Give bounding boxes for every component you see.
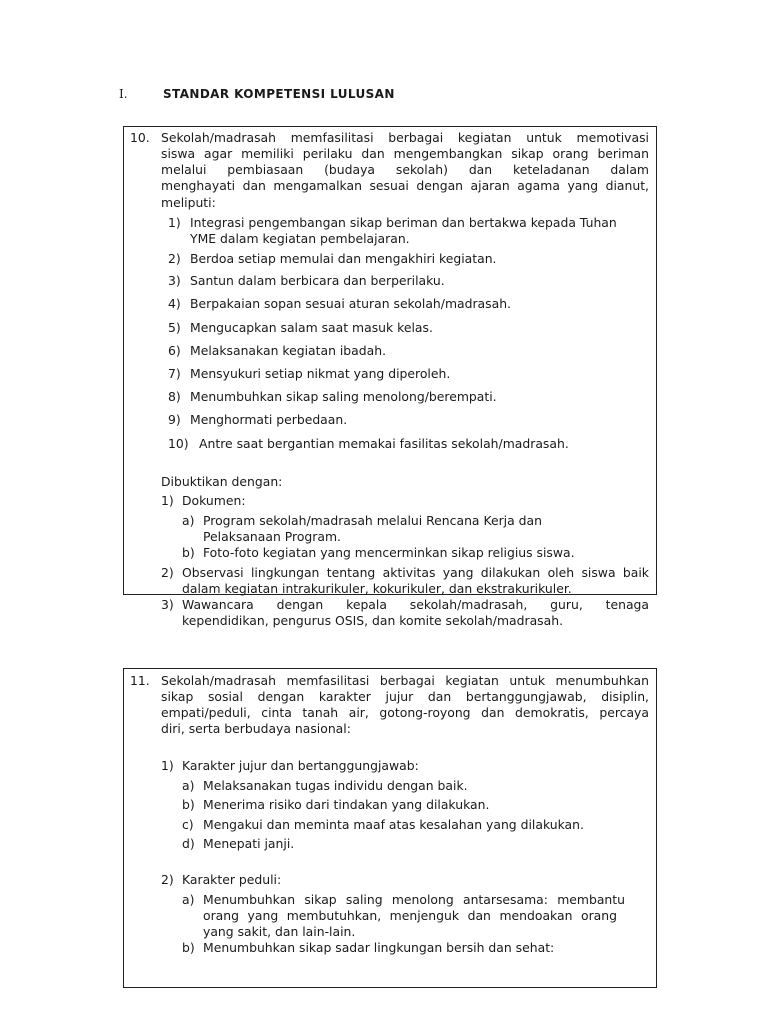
group-sub-text: Melaksanakan tugas individu dengan baik. xyxy=(203,778,468,793)
group-sub-number: a) xyxy=(182,892,195,907)
list-item-number: 9) xyxy=(168,412,181,427)
list-item-text: Santun dalam berbicara dan berperilaku. xyxy=(190,273,445,288)
evidence-label: Dibuktikan dengan: xyxy=(161,474,283,489)
list-item-number: 1) xyxy=(168,215,181,230)
list-item-text: Berpakaian sopan sesuai aturan sekolah/madrasah. xyxy=(190,296,511,311)
item-11-number: 11. xyxy=(130,673,150,688)
list-item-number: 4) xyxy=(168,296,181,311)
list-item-text: Integrasi pengembangan sikap beriman dan bertakwa kepada Tuhan xyxy=(190,215,617,230)
evidence-text: Observasi lingkungan tentang aktivitas yang dilakukan oleh siswa baik xyxy=(182,565,649,580)
group-number: 1) xyxy=(161,758,174,773)
group-sub-number: a) xyxy=(182,778,195,793)
item-10-intro-line: menghayati dan mengamalkan sesuai dengan ajaran agama yang dianut, xyxy=(161,178,649,193)
group-sub-text: Menumbuhkan sikap sadar lingkungan bersih dan sehat: xyxy=(203,940,555,955)
item-11-intro-line: diri, serta berbudaya nasional: xyxy=(161,721,351,736)
list-item-text: Melaksanakan kegiatan ibadah. xyxy=(190,343,387,358)
evidence-sub-text: Program sekolah/madrasah melalui Rencana Kerja dan xyxy=(203,513,542,528)
item-11-intro-line: sikap sosial dengan karakter jujur dan bertanggungjawab, disiplin, xyxy=(161,689,649,704)
group-sub-number: b) xyxy=(182,940,195,955)
evidence-number: 2) xyxy=(161,565,174,580)
item-10-intro-line: meliputi: xyxy=(161,195,216,210)
evidence-sub-text: Pelaksanaan Program. xyxy=(203,529,341,544)
group-sub-text: Menepati janji. xyxy=(203,836,295,851)
group-number: 2) xyxy=(161,872,174,887)
list-item-text: Antre saat bergantian memakai fasilitas sekolah/madrasah. xyxy=(199,436,569,451)
item-10-intro-line: Sekolah/madrasah memfasilitasi berbagai kegiatan untuk memotivasi xyxy=(161,130,649,145)
list-item-number: 2) xyxy=(168,251,181,266)
list-item-number: 6) xyxy=(168,343,181,358)
evidence-text: Dokumen: xyxy=(182,493,246,508)
group-sub-text: Menumbuhkan sikap saling menolong antarsesama: membantu xyxy=(203,892,625,907)
evidence-text: kependidikan, pengurus OSIS, dan komite sekolah/madrasah. xyxy=(182,613,564,628)
evidence-sub-text: Foto-foto kegiatan yang mencerminkan sikap religius siswa. xyxy=(203,545,575,560)
list-item-text: Menghormati perbedaan. xyxy=(190,412,348,427)
item-10-number: 10. xyxy=(130,130,150,145)
group-title: Karakter peduli: xyxy=(182,872,282,887)
list-item-text: Menumbuhkan sikap saling menolong/berempati. xyxy=(190,389,497,404)
item-10-intro-line: melalui pembiasaan (budaya sekolah) dan keteladanan dalam xyxy=(161,162,649,177)
group-sub-text: Menerima risiko dari tindakan yang dilakukan. xyxy=(203,797,490,812)
group-sub-number: d) xyxy=(182,836,195,851)
list-item-number: 5) xyxy=(168,320,181,335)
section-number: I. xyxy=(119,87,128,101)
list-item-text: YME dalam kegiatan pembelajaran. xyxy=(190,231,410,246)
evidence-number: 3) xyxy=(161,597,174,612)
list-item-number: 8) xyxy=(168,389,181,404)
section-title: STANDAR KOMPETENSI LULUSAN xyxy=(163,87,395,101)
evidence-text: Wawancara dengan kepala sekolah/madrasah, guru, tenaga xyxy=(182,597,649,612)
group-sub-text: orang yang membutuhkan, menjenguk dan mendoakan orang xyxy=(203,908,617,923)
group-sub-text: Mengakui dan meminta maaf atas kesalahan yang dilakukan. xyxy=(203,817,584,832)
list-item-number: 3) xyxy=(168,273,181,288)
group-title: Karakter jujur dan bertanggungjawab: xyxy=(182,758,419,773)
item-11-intro-line: empati/peduli, cinta tanah air, gotong-royong dan demokratis, percaya xyxy=(161,705,649,720)
item-11-intro-line: Sekolah/madrasah memfasilitasi berbagai kegiatan untuk menumbuhkan xyxy=(161,673,649,688)
group-sub-number: c) xyxy=(182,817,194,832)
group-sub-text: yang sakit, dan lain-lain. xyxy=(203,924,356,939)
group-sub-number: b) xyxy=(182,797,195,812)
list-item-number: 10) xyxy=(168,436,189,451)
item-10-intro-line: siswa agar memiliki perilaku dan mengembangkan sikap orang beriman xyxy=(161,146,649,161)
list-item-text: Berdoa setiap memulai dan mengakhiri kegiatan. xyxy=(190,251,497,266)
evidence-sub-number: b) xyxy=(182,545,195,560)
evidence-text: dalam kegiatan intrakurikuler, kokurikuler, dan ekstrakurikuler. xyxy=(182,581,572,596)
evidence-sub-number: a) xyxy=(182,513,195,528)
list-item-text: Mengucapkan salam saat masuk kelas. xyxy=(190,320,433,335)
evidence-number: 1) xyxy=(161,493,174,508)
list-item-text: Mensyukuri setiap nikmat yang diperoleh. xyxy=(190,366,451,381)
list-item-number: 7) xyxy=(168,366,181,381)
